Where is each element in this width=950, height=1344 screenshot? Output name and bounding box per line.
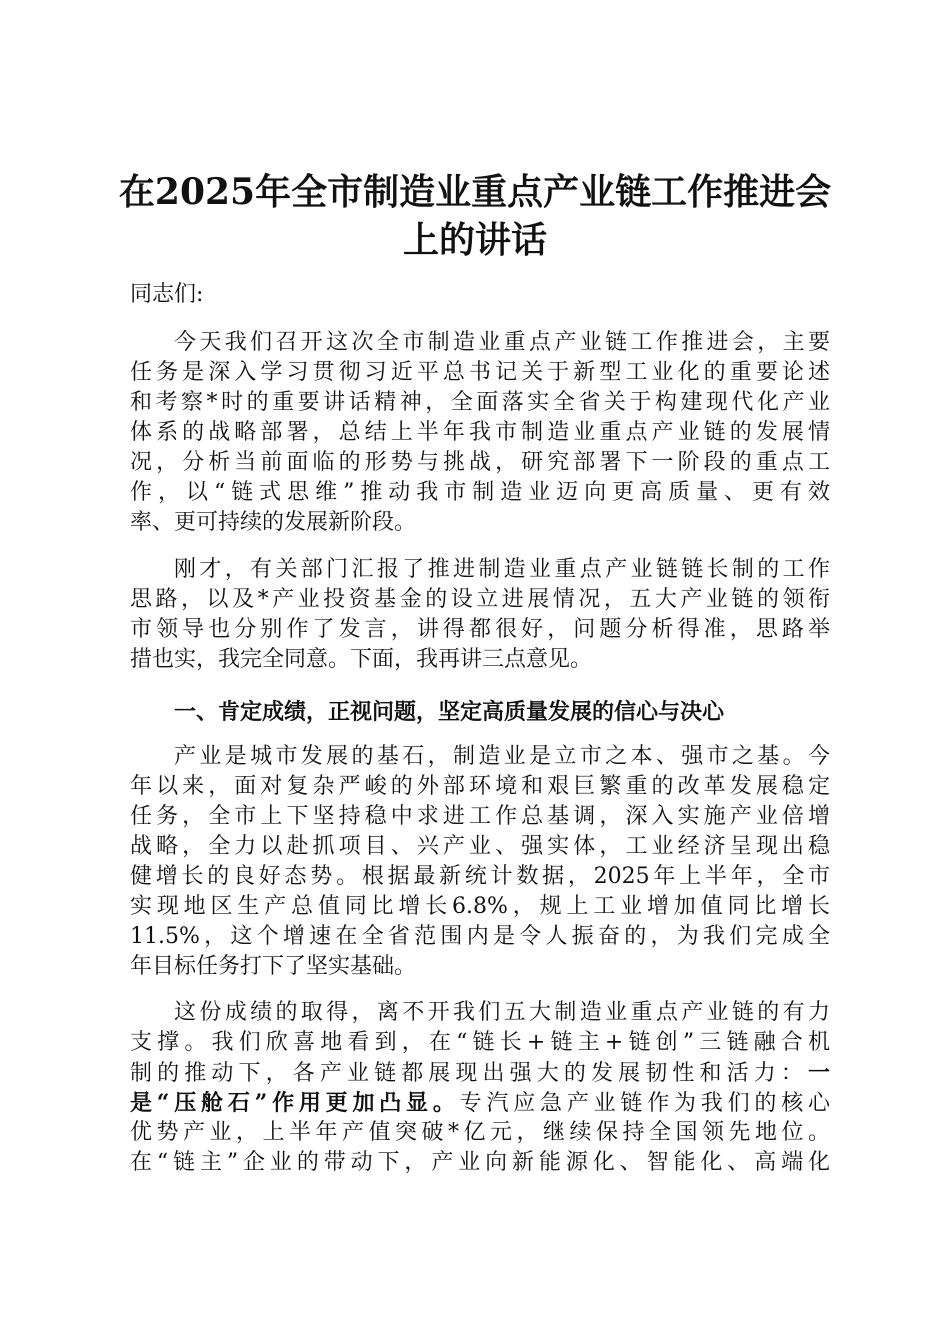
- title-suffix: 年全市制造业重点产业链工作推进会: [255, 171, 832, 213]
- section-heading-1: 一、肯定成绩，正视问题，坚定高质量发展的信心与决心: [174, 699, 725, 725]
- paragraph-line: 实现地区生产总值同比增长6.8%，规上工业增加值同比增长: [130, 894, 830, 919]
- paragraph-line: 市领导也分别作了发言，讲得都很好，问题分析得准，思路举: [130, 617, 830, 642]
- paragraph-line: 这份成绩的取得，离不开我们五大制造业重点产业链的有力: [174, 1000, 830, 1025]
- emphasis-text: 一: [807, 1060, 830, 1086]
- paragraph-line: 体系的战略部署，总结上半年我市制造业重点产业链的发展情: [130, 420, 830, 445]
- salutation: 同志们:: [130, 282, 204, 307]
- paragraph-line: 年目标任务打下了坚实基础。: [130, 954, 417, 979]
- paragraph-line: 作，以“链式思维”推动我市制造业迈向更高质量、更有效: [130, 480, 830, 505]
- title-year: 2025: [154, 171, 256, 213]
- paragraph-line: [130, 1088, 830, 1118]
- paragraph-line: 今天我们召开这次全市制造业重点产业链工作推进会，主要: [174, 330, 830, 355]
- paragraph-line: 和考察*时的重要讲话精神，全面落实全省关于构建现代化产业: [130, 390, 830, 415]
- paragraph-line: 况，分析当前面临的形势与挑战，研究部署下一阶段的重点工: [130, 450, 830, 475]
- paragraph-line: 优势产业，上半年产值突破*亿元，继续保持全国领先地位。: [130, 1120, 830, 1145]
- title-prefix: 在: [118, 171, 155, 213]
- paragraph-response: [130, 555, 830, 675]
- paragraph-line: 在“链主”企业的带动下，产业向新能源化、智能化、高端化: [130, 1150, 830, 1175]
- paragraph-intro: [130, 328, 830, 538]
- emphasis-text: 是“压舱石”作用更加凸显。: [130, 1090, 460, 1116]
- paragraph-line: 刚才，有关部门汇报了推进制造业重点产业链链长制的工作: [174, 557, 830, 582]
- document-title-line-2: 上的讲话: [402, 219, 547, 261]
- document-title-line-1: [100, 168, 850, 216]
- paragraph-industry-chains: [130, 998, 830, 1178]
- paragraph-line: 任务是深入学习贯彻习近平总书记关于新型工业化的重要论述: [130, 360, 830, 385]
- paragraph-line: 产业是城市发展的基石，制造业是立市之本、强市之基。今: [174, 744, 830, 769]
- paragraph-line: 支撑。我们欣喜地看到，在“链长+链主+链创”三链融合机: [130, 1030, 830, 1055]
- paragraph-line: 率、更可持续的发展新阶段。: [130, 510, 417, 535]
- paragraph-line: 措也实，我完全同意。下面，我再讲三点意见。: [130, 647, 593, 672]
- paragraph-line: 思路，以及*产业投资基金的设立进展情况，五大产业链的领衔: [130, 587, 830, 612]
- paragraph-line: [130, 1058, 830, 1088]
- paragraph-line: 战略，全力以赴抓项目、兴产业、强实体，工业经济呈现出稳: [130, 834, 830, 859]
- paragraph-line: 任务，全市上下坚持稳中求进工作总基调，深入实施产业倍增: [130, 804, 830, 829]
- paragraph-line: 11.5%，这个增速在全省范围内是令人振奋的，为我们完成全: [130, 924, 830, 949]
- paragraph-line: 健增长的良好态势。根据最新统计数据，2025年上半年，全市: [130, 864, 830, 889]
- line-text: 制的推动下，各产业链都展现出强大的发展韧性和活力：: [130, 1061, 808, 1086]
- line-text: 专汽应急产业链作为我们的核心: [459, 1091, 830, 1116]
- paragraph-line: 年以来，面对复杂严峻的外部环境和艰巨繁重的改革发展稳定: [130, 774, 830, 799]
- paragraph-achievements: [130, 742, 830, 982]
